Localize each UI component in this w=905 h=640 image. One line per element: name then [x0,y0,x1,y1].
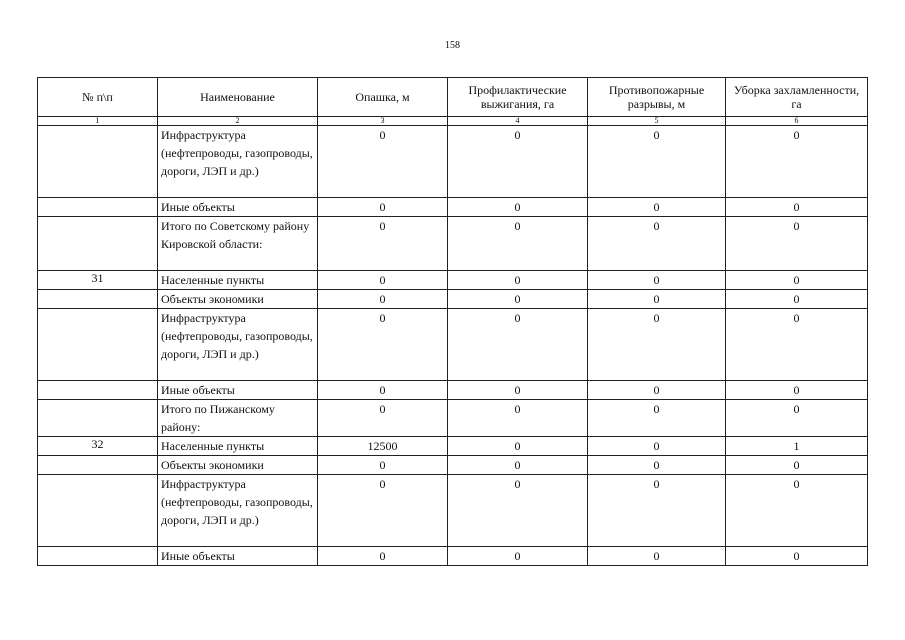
cleanup-value: 0 [726,475,868,547]
row-name: Иные объекты [158,547,318,566]
row-number [38,547,158,566]
row-number [38,381,158,400]
row-name: Инфраструктура (нефтепроводы, газопроводы, дороги, ЛЭП и др.) [158,475,318,547]
cleanup-value: 1 [726,437,868,456]
table-row [38,381,868,400]
firebreaks-value: 0 [588,290,726,309]
table-row [38,271,868,290]
firebreaks-value: 0 [588,126,726,198]
plowing-value: 0 [318,126,448,198]
burning-value: 0 [448,475,588,547]
table-row [38,309,868,381]
burning-value: 0 [448,309,588,381]
burning-value: 0 [448,198,588,217]
plowing-value: 0 [318,456,448,475]
plowing-value: 0 [318,400,448,437]
burning-value: 0 [448,547,588,566]
firebreaks-value: 0 [588,271,726,290]
row-name: Итого по Советскому району Кировской области: [158,217,318,271]
column-header-name: Наименование [158,78,318,117]
fire-prevention-table [37,77,868,566]
cleanup-value: 0 [726,547,868,566]
cleanup-value: 0 [726,400,868,437]
cleanup-value: 0 [726,456,868,475]
row-name: Иные объекты [158,381,318,400]
plowing-value: 0 [318,309,448,381]
firebreaks-value: 0 [588,217,726,271]
column-index: 6 [726,117,868,126]
cleanup-value: 0 [726,381,868,400]
column-index: 2 [158,117,318,126]
row-number [38,400,158,437]
firebreaks-value: 0 [588,198,726,217]
column-header-cleanup: Уборка захламленности, га [726,78,868,117]
firebreaks-value: 0 [588,381,726,400]
plowing-value: 0 [318,381,448,400]
row-name: Объекты экономики [158,456,318,475]
row-number [38,217,158,271]
row-name: Инфраструктура (нефтепроводы, газопроводы, дороги, ЛЭП и др.) [158,309,318,381]
burning-value: 0 [448,271,588,290]
cleanup-value: 0 [726,271,868,290]
plowing-value: 0 [318,290,448,309]
column-header-burning: Профилактические выжигания, га [448,78,588,117]
table-row [38,198,868,217]
row-number [38,475,158,547]
plowing-value: 0 [318,547,448,566]
column-index: 1 [38,117,158,126]
plowing-value: 0 [318,217,448,271]
table-row [38,126,868,198]
firebreaks-value: 0 [588,547,726,566]
row-name: Инфраструктура (нефтепроводы, газопроводы, дороги, ЛЭП и др.) [158,126,318,198]
plowing-value: 0 [318,198,448,217]
burning-value: 0 [448,126,588,198]
table-row [38,290,868,309]
burning-value: 0 [448,437,588,456]
burning-value: 0 [448,400,588,437]
row-number [38,198,158,217]
column-index: 5 [588,117,726,126]
firebreaks-value: 0 [588,309,726,381]
burning-value: 0 [448,456,588,475]
table-row [38,547,868,566]
table-row [38,456,868,475]
row-name: Населенные пункты [158,271,318,290]
plowing-value: 0 [318,475,448,547]
row-name: Объекты экономики [158,290,318,309]
plowing-value: 0 [318,271,448,290]
row-number [38,309,158,381]
row-name: Итого по Пижанскому району: [158,400,318,437]
row-number [38,456,158,475]
firebreaks-value: 0 [588,456,726,475]
table-row [38,217,868,271]
column-header-number: № п\п [38,78,158,117]
table-row [38,437,868,456]
cleanup-value: 0 [726,217,868,271]
burning-value: 0 [448,290,588,309]
table-row [38,475,868,547]
row-name: Населенные пункты [158,437,318,456]
row-number: 32 [38,437,158,456]
table-row [38,400,868,437]
firebreaks-value: 0 [588,437,726,456]
column-header-firebreaks: Противопожарные разрывы, м [588,78,726,117]
plowing-value: 12500 [318,437,448,456]
row-number: 31 [38,271,158,290]
cleanup-value: 0 [726,126,868,198]
row-number [38,126,158,198]
cleanup-value: 0 [726,309,868,381]
burning-value: 0 [448,381,588,400]
row-number [38,290,158,309]
row-name: Иные объекты [158,198,318,217]
firebreaks-value: 0 [588,475,726,547]
column-index: 3 [318,117,448,126]
column-header-plowing: Опашка, м [318,78,448,117]
column-index: 4 [448,117,588,126]
burning-value: 0 [448,217,588,271]
firebreaks-value: 0 [588,400,726,437]
page-number: 158 [445,40,460,51]
cleanup-value: 0 [726,290,868,309]
cleanup-value: 0 [726,198,868,217]
